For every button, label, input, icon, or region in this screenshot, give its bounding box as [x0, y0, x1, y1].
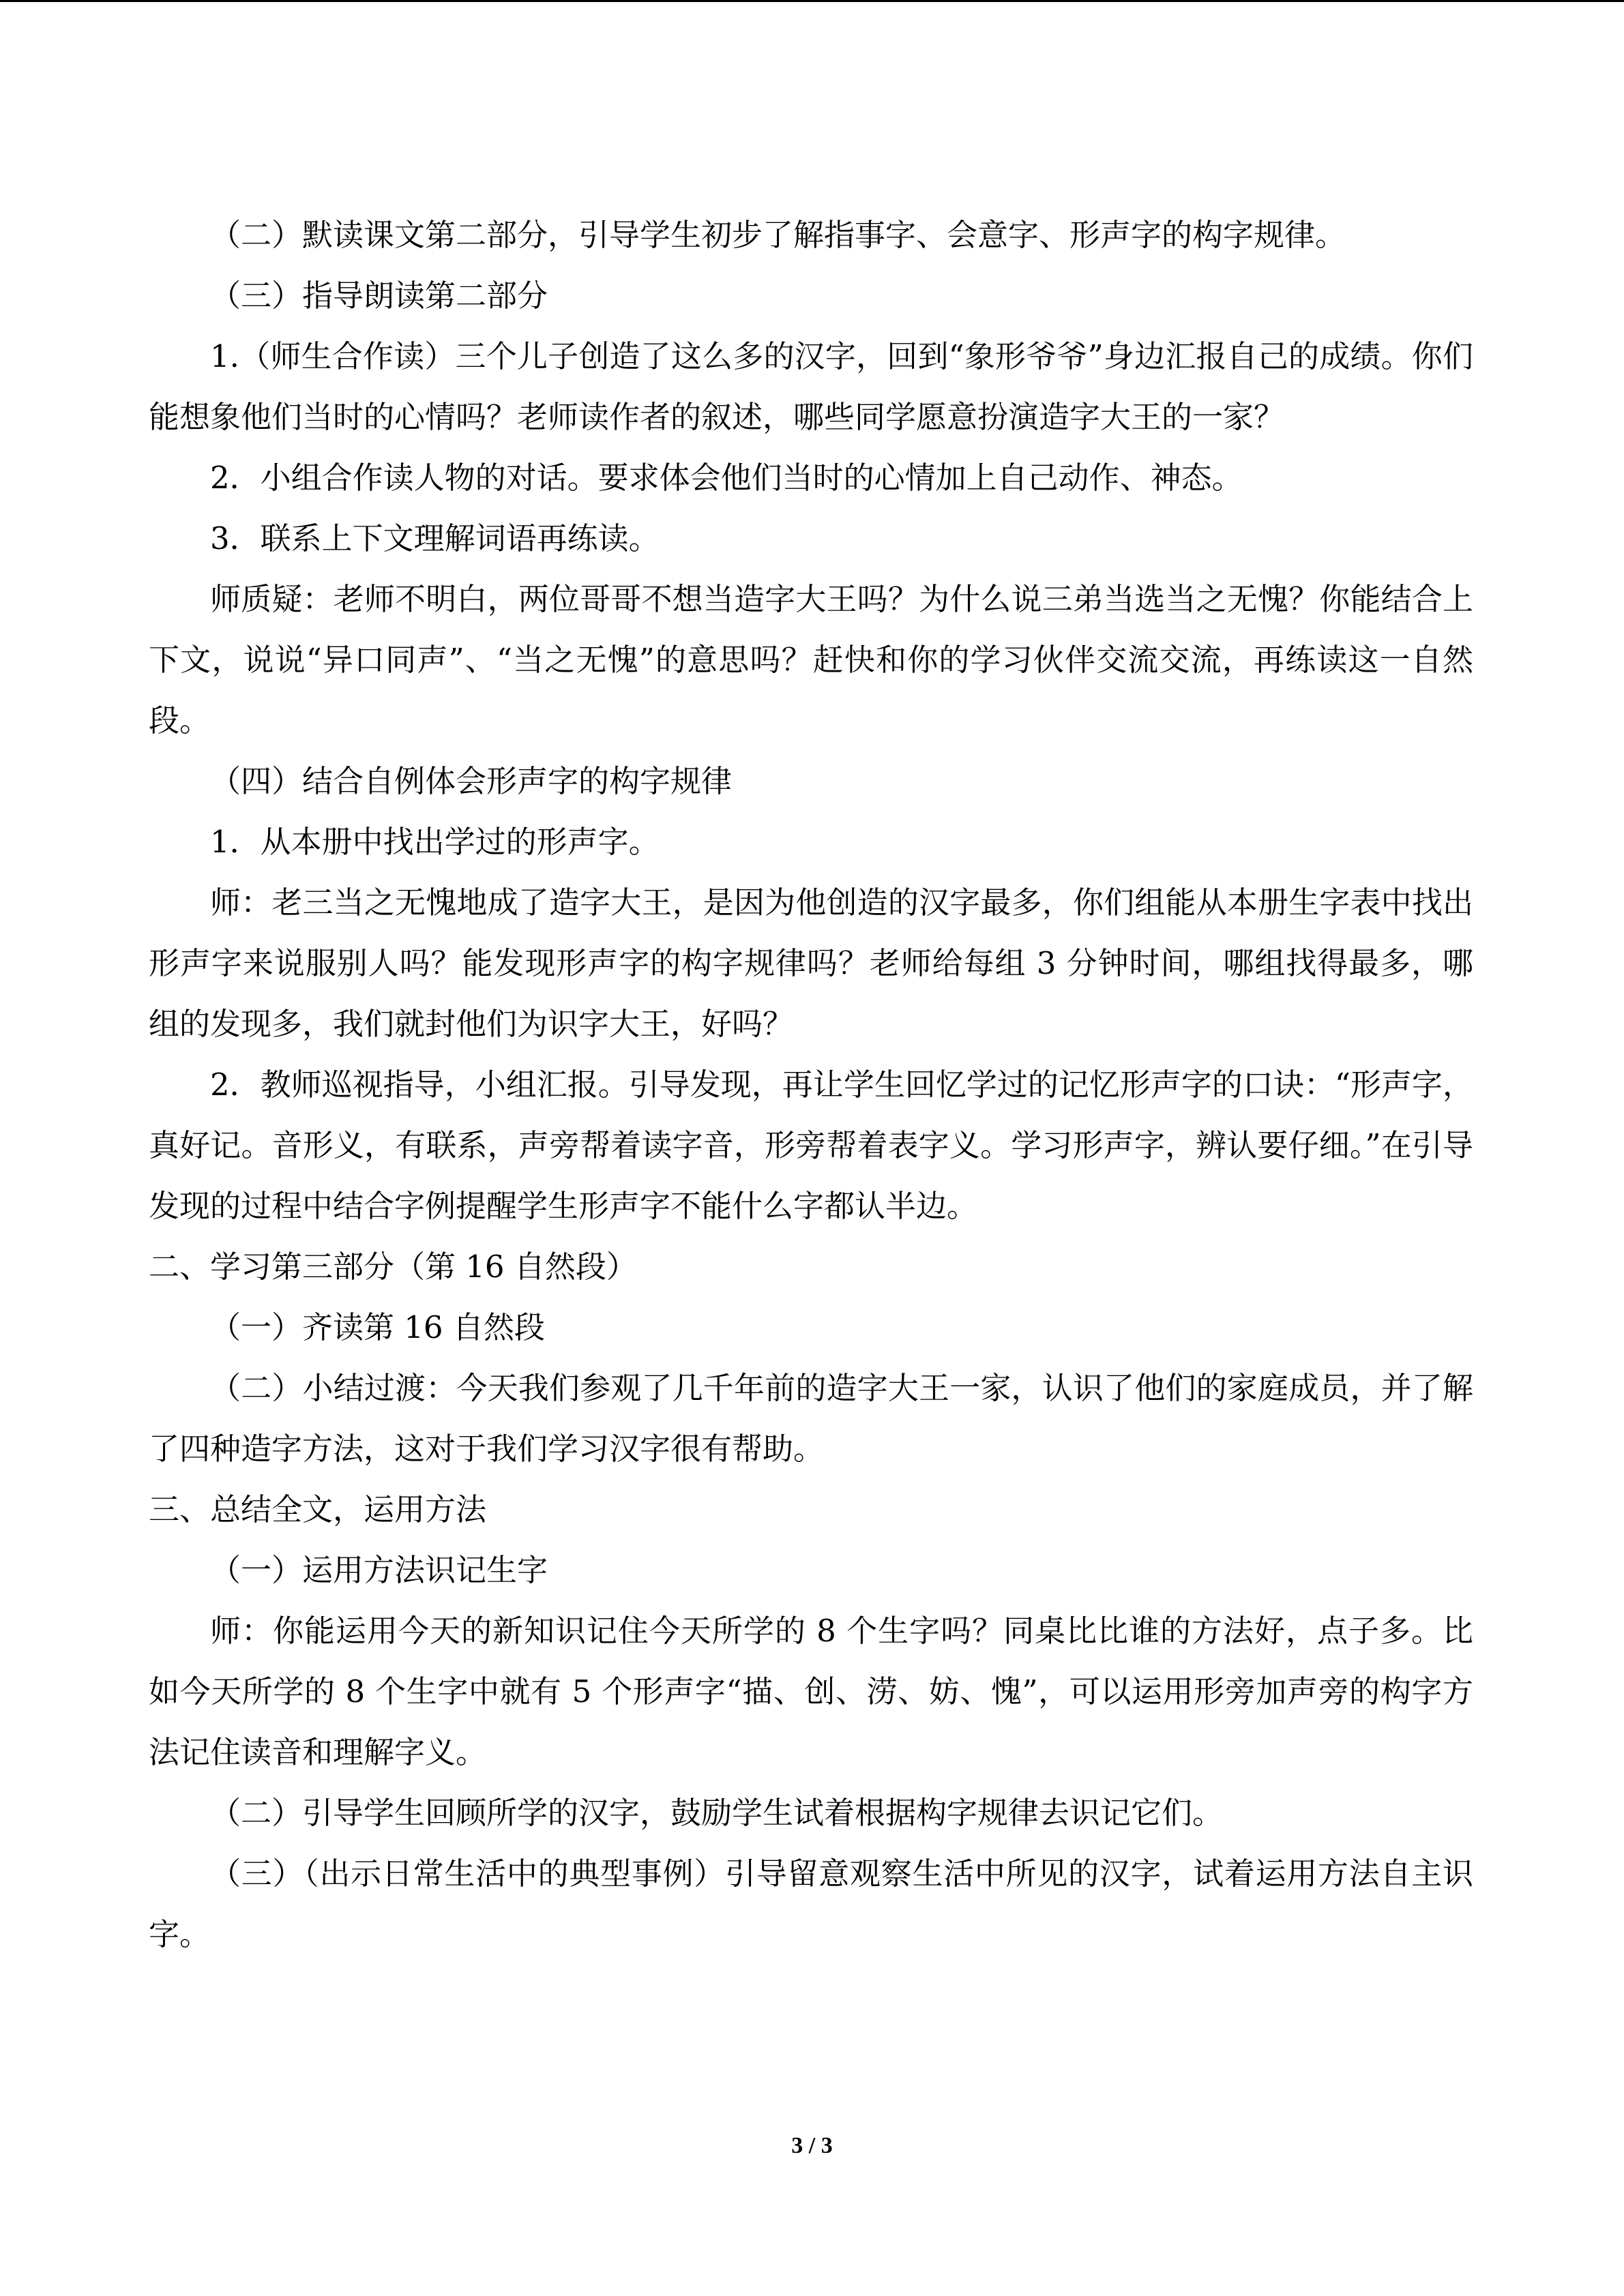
page-number: 3 / 3 — [791, 2133, 833, 2158]
top-border-line — [0, 0, 1624, 2]
paragraph-2: （三）指导朗读第二部分 — [210, 278, 548, 314]
paragraph-6: 师质疑：老师不明白，两位哥哥不想当造字大王吗？为什么说三弟当选当之无愧？你能结合上下文，说说“异口同声”、“当之无愧”的意思吗？赶快和你的学习伙伴交流交流，再练读这一自然段。 — [149, 581, 1473, 739]
document-body — [149, 205, 1473, 1965]
paragraph-16: 师：你能运用今天的新知识记住今天所学的 8 个生字吗？同桌比比谁的方法好，点子多。比如今天所学的 8 个生字中就有 5 个形声字“描、创、涝、妨、愧”，可以运用形旁加声旁的构字方法记住读音和理解字义。 — [149, 1613, 1473, 1770]
paragraph-10: 2．教师巡视指导，小组汇报。引导发现，再让学生回忆学过的记忆形声字的口诀：“形声字，真好记。音形义，有联系，声旁帮着读字音，形旁帮着表字义。学习形声字，辨认要仔细。”在引导发现的过程中结合字例提醒学生形声字不能什么字都认半边。 — [149, 1067, 1473, 1224]
paragraph-4: 2．小组合作读人物的对话。要求体会他们当时的心情加上自己动作、神态。 — [210, 460, 1243, 496]
paragraph-8: 1．从本册中找出学过的形声字。 — [210, 824, 660, 860]
paragraph-7: （四）结合自例体会形声字的构字规律 — [210, 763, 733, 799]
paragraph-3: 1.（师生合作读）三个儿子创造了这么多的汉字，回到“象形爷爷”身边汇报自己的成绩。你们能想象他们当时的心情吗？老师读作者的叙述，哪些同学愿意扮演造字大王的一家？ — [149, 338, 1473, 435]
paragraph-9: 师：老三当之无愧地成了造字大王，是因为他创造的汉字最多，你们组能从本册生字表中找出形声字来说服别人吗？能发现形声字的构字规律吗？老师给每组 3 分钟时间，哪组找得最多，哪组的发现多，我们就封他们为识字大王，好吗？ — [149, 884, 1473, 1042]
section-heading-3: 三、总结全文，运用方法 — [149, 1491, 487, 1527]
section-heading-2: 二、学习第三部分（第 16 自然段） — [149, 1249, 637, 1285]
paragraph-13: （二）小结过渡：今天我们参观了几千年前的造字大王一家，认识了他们的家庭成员，并了解了四种造字方法，这对于我们学习汉字很有帮助。 — [149, 1370, 1473, 1467]
paragraph-1: （二）默读课文第二部分，引导学生初步了解指事字、会意字、形声字的构字规律。 — [210, 217, 1346, 253]
paragraph-18: （三）（出示日常生活中的典型事例）引导留意观察生活中所见的汉字，试着运用方法自主识字。 — [149, 1855, 1473, 1952]
paragraph-5: 3．联系上下文理解词语再练读。 — [210, 520, 660, 556]
paragraph-12: （一）齐读第 16 自然段 — [210, 1309, 545, 1345]
paragraph-15: （一）运用方法识记生字 — [210, 1552, 548, 1588]
paragraph-17: （二）引导学生回顾所学的汉字，鼓励学生试着根据构字规律去识记它们。 — [210, 1795, 1224, 1831]
